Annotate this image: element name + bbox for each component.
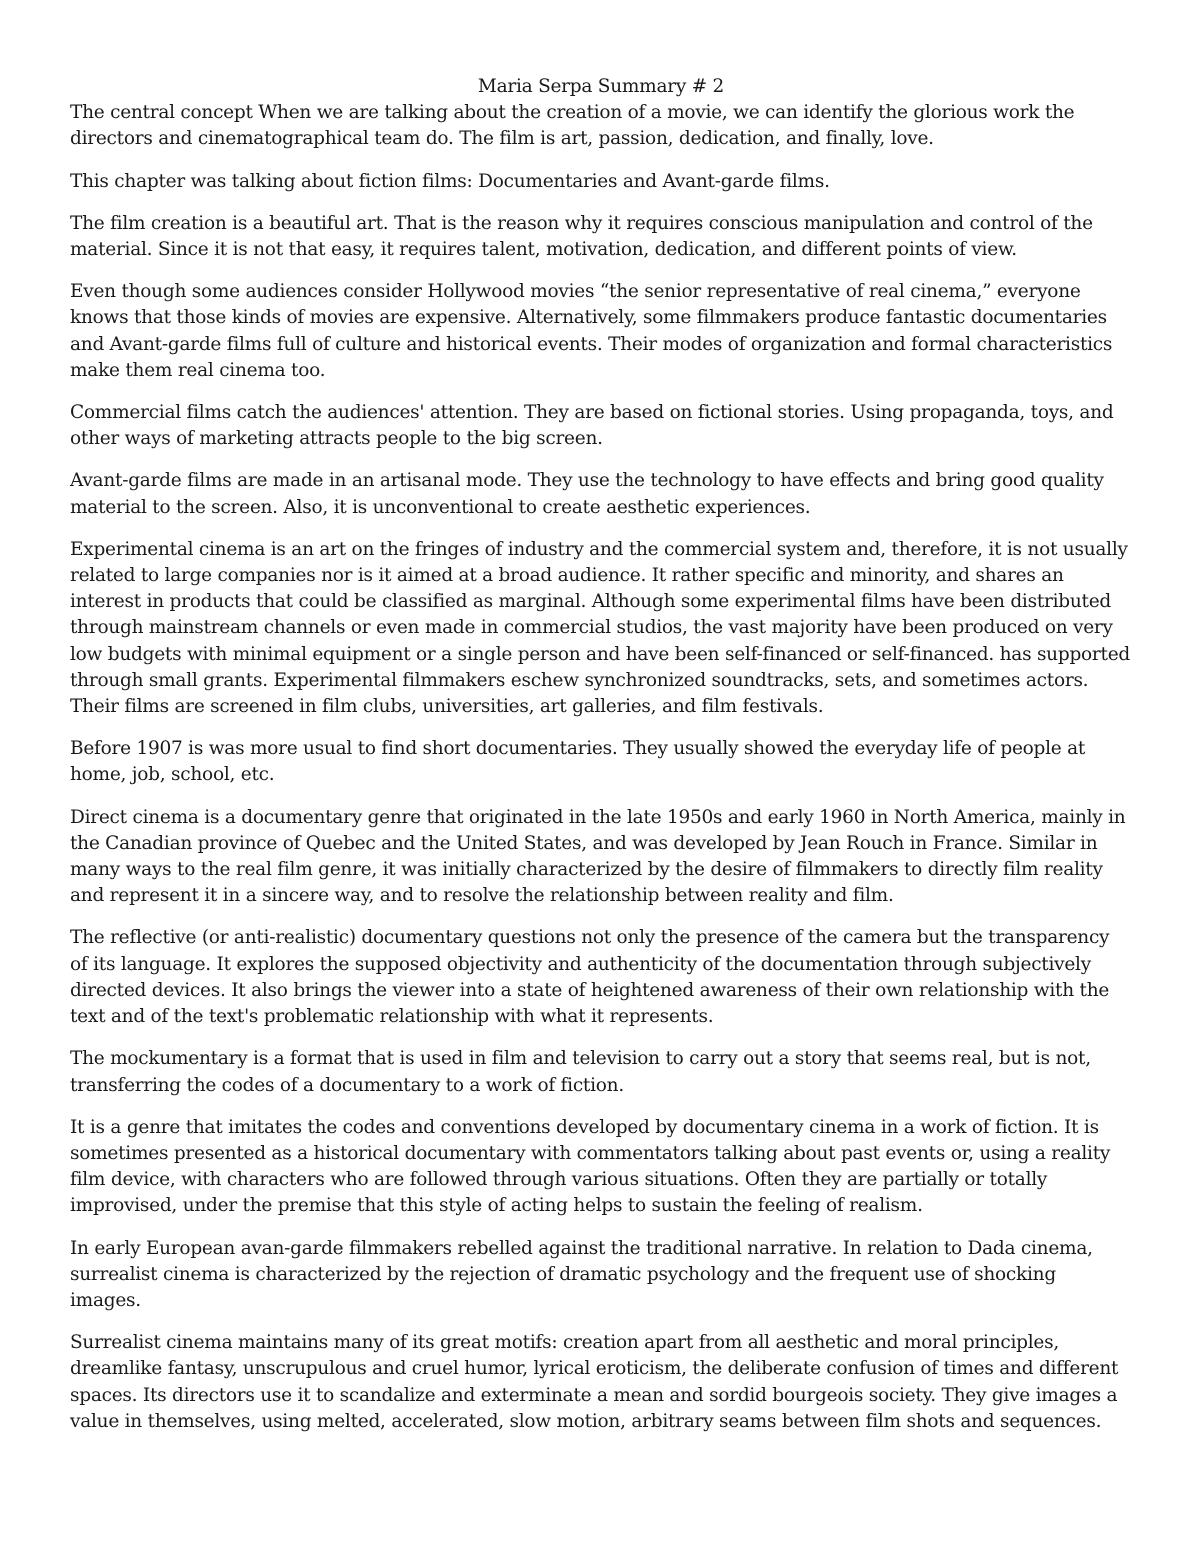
paragraph-hollywood: Even though some audiences consider Hollywood movies “the senior representative of real cinema,” everyone knows that those kinds of movies are expensive. Alternatively, some filmmakers produce fantastic documentaries and Avant-garde films full of culture and historical events. Their modes of organization and formal characteristics make them real cinema too. [70, 281, 1113, 381]
paragraph-intro: The central concept When we are talking about the creation of a movie, we can identify the glorious work the directors and cinematographical team do. The film is art, passion, dedication, and finally, love. [70, 102, 1075, 150]
paragraph-commercial-films: Commercial films catch the audiences' attention. They are based on fictional stories. Using propaganda, toys, and other ways of marketing attracts people to the big screen. [70, 402, 1114, 450]
document-page [70, 74, 1132, 1451]
paragraph-experimental-cinema: Experimental cinema is an art on the fringes of industry and the commercial system and, therefore, it is not usually related to large companies nor is it aimed at a broad audience. It rather specific and minority, and shares an interest in products that could be classified as marginal. Although some experimental films have been distributed through mainstream channels or even made in commercial studios, the vast majority have been produced on very low budgets with minimal equipment or a single person and have been self-financed or self-financed. has supported through small grants. Experimental filmmakers eschew synchronized soundtracks, sets, and sometimes actors. Their films are screened in film clubs, universities, art galleries, and film festivals. [70, 538, 1130, 718]
paragraph-avant-garde: Avant-garde films are made in an artisanal mode. They use the technology to have effects and bring good quality material to the screen. Also, it is unconventional to create aesthetic experiences. [70, 470, 1104, 518]
paragraph-film-creation: The film creation is a beautiful art. That is the reason why it requires conscious manipulation and control of the material. Since it is not that easy, it requires talent, motivation, dedication, and different points of view. [70, 212, 1093, 261]
paragraph-reflective-documentary: The reflective (or anti-realistic) documentary questions not only the presence of the camera but the transparency of its language. It explores the supposed objectivity and authenticity of the documentation through subjectively directed devices. It also brings the viewer into a state of heightened awareness of their own relationship with the text and of the text's problematic relationship with what it represents. [70, 927, 1110, 1028]
paragraph-european-avant-garde: In early European avan-garde filmmakers rebelled against the traditional narrative. In relation to Dada cinema, surrealist cinema is characterized by the rejection of dramatic psychology and the frequent use of shocking images. [70, 1237, 1093, 1311]
paragraph-surrealist-cinema: Surrealist cinema maintains many of its great motifs: creation apart from all aesthetic and moral principles, dreamlike fantasy, unscrupulous and cruel humor, lyrical eroticism, the deliberate confusion of times and different spaces. Its directors use it to scandalize and exterminate a mean and sordid bourgeois society. They give images a value in themselves, using melted, accelerated, slow motion, arbitrary seams between film shots and sequences. [70, 1332, 1119, 1432]
paragraph-genre-imitation: It is a genre that imitates the codes and conventions developed by documentary cinema in a work of fiction. It is sometimes presented as a historical documentary with commentators talking about past events or, using a reality film device, with characters who are followed through various situations. Often they are partially or totally improvised, under the premise that this style of acting helps to sustain the feeling of realism. [70, 1116, 1111, 1217]
paragraph-chapter-topic: This chapter was talking about fiction films: Documentaries and Avant-garde films. [70, 170, 830, 192]
paragraph-mockumentary: The mockumentary is a format that is used in film and television to carry out a story that seems real, but is not, transferring the codes of a documentary to a work of fiction. [70, 1048, 1091, 1096]
document-title: Maria Serpa Summary # 2 [477, 76, 725, 97]
paragraph-direct-cinema: Direct cinema is a documentary genre that originated in the late 1950s and early 1960 in North America, mainly in the Canadian province of Quebec and the United States, and was developed by Jean Rouch in France. Similar in many ways to the real film genre, it was initially characterized by the desire of filmmakers to directly film reality and represent it in a sincere way, and to resolve the relationship between reality and film. [70, 806, 1126, 907]
paragraph-before-1907: Before 1907 is was more usual to find short documentaries. They usually showed the everyday life of people at home, job, school, etc. [70, 738, 1086, 786]
